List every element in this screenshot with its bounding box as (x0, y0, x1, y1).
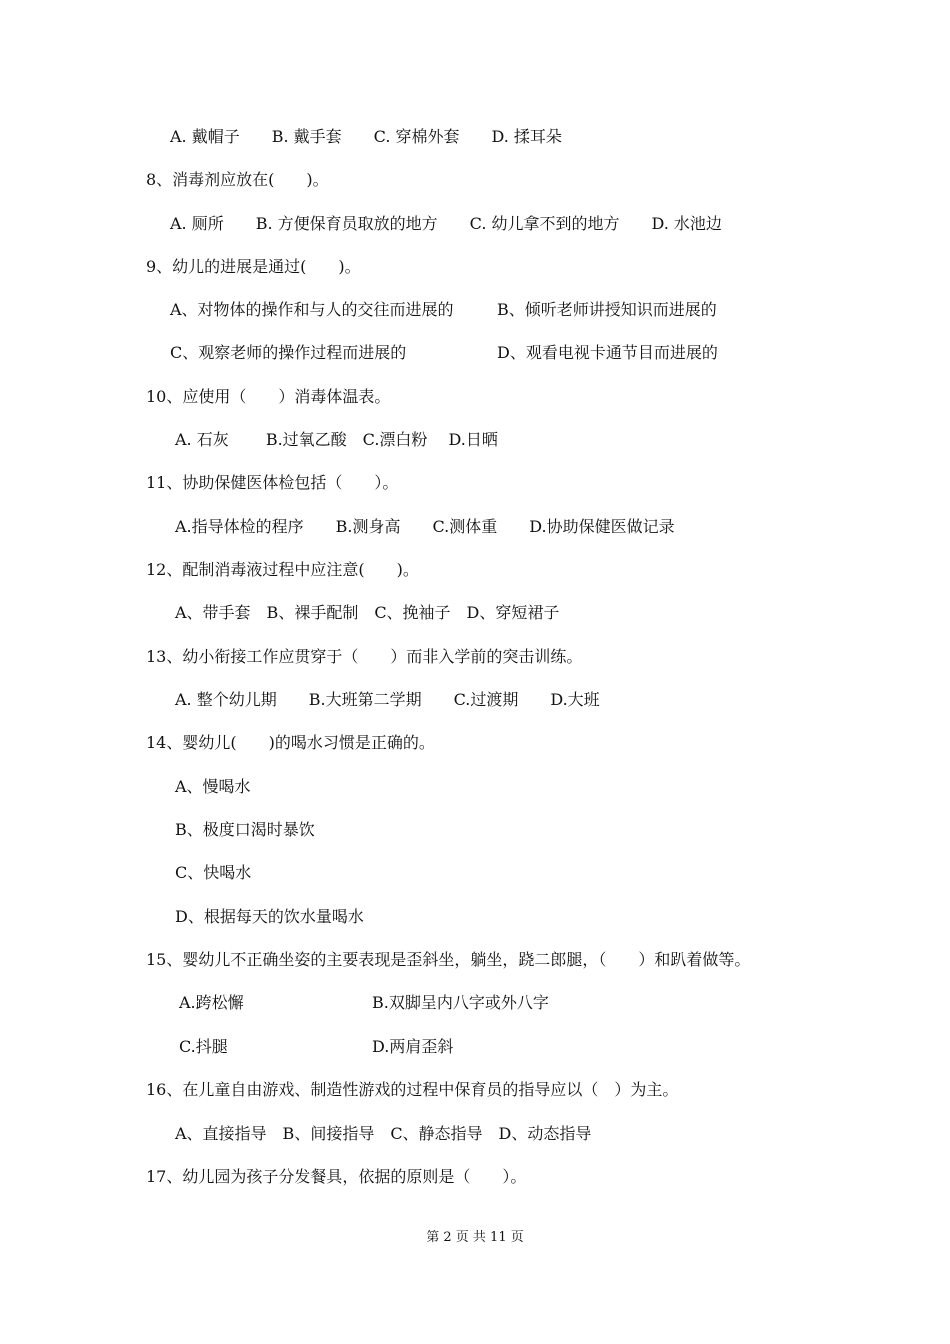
q8-options: A. 厕所 B. 方便保育员取放的地方 C. 幼儿拿不到的地方 D. 水池边 (170, 214, 722, 233)
q9-option-d: D、观看电视卡通节目而进展的 (497, 343, 718, 362)
page-footer: 第 2 页 共 11 页 (426, 1230, 524, 1245)
q15-option-d: D.两肩歪斜 (372, 1037, 454, 1056)
question-10: 10、应使用（ ）消毒体温表。 (146, 387, 391, 406)
q15-option-c: C.抖腿 (179, 1037, 228, 1056)
q16-options: A、直接指导 B、间接指导 C、静态指导 D、动态指导 (175, 1124, 592, 1143)
question-13: 13、幼小衔接工作应贯穿于（ ）而非入学前的突击训练。 (146, 647, 583, 666)
question-17: 17、幼儿园为孩子分发餐具，依据的原则是（ ）。 (146, 1167, 527, 1186)
q14-option-d: D、根据每天的饮水量喝水 (175, 907, 364, 926)
q10-options: A. 石灰 B.过氧乙酸 C.漂白粉 D.日晒 (175, 430, 498, 449)
question-14: 14、婴幼儿( )的喝水习惯是正确的。 (146, 733, 435, 752)
q9-option-c: C、观察老师的操作过程而进展的 (170, 343, 407, 362)
q14-option-c: C、快喝水 (175, 863, 252, 882)
question-8: 8、消毒剂应放在( )。 (146, 170, 329, 189)
q14-option-b: B、极度口渴时暴饮 (175, 820, 315, 839)
question-11: 11、协助保健医体检包括（ ）。 (146, 473, 399, 492)
q15-option-b: B.双脚呈内八字或外八字 (372, 993, 549, 1012)
q13-options: A. 整个幼儿期 B.大班第二学期 C.过渡期 D.大班 (175, 690, 600, 709)
q7-options: A. 戴帽子 B. 戴手套 C. 穿棉外套 D. 揉耳朵 (170, 127, 562, 146)
q14-option-a: A、慢喝水 (175, 777, 251, 796)
q15-option-a: A.跨松懈 (179, 993, 244, 1012)
question-9: 9、幼儿的进展是通过( )。 (146, 257, 361, 276)
question-12: 12、配制消毒液过程中应注意( )。 (146, 560, 419, 579)
q9-option-a: A、对物体的操作和与人的交往而进展的 (170, 300, 454, 319)
question-15: 15、婴幼儿不正确坐姿的主要表现是歪斜坐，躺坐，跷二郎腿，（ ）和趴着做等。 (146, 950, 751, 969)
q12-options: A、带手套 B、裸手配制 C、挽袖子 D、穿短裙子 (175, 603, 560, 622)
q9-option-b: B、倾听老师讲授知识而进展的 (497, 300, 717, 319)
q11-options: A.指导体检的程序 B.测身高 C.测体重 D.协助保健医做记录 (175, 517, 675, 536)
question-16: 16、在儿童自由游戏、制造性游戏的过程中保育员的指导应以（ ）为主。 (146, 1080, 679, 1099)
